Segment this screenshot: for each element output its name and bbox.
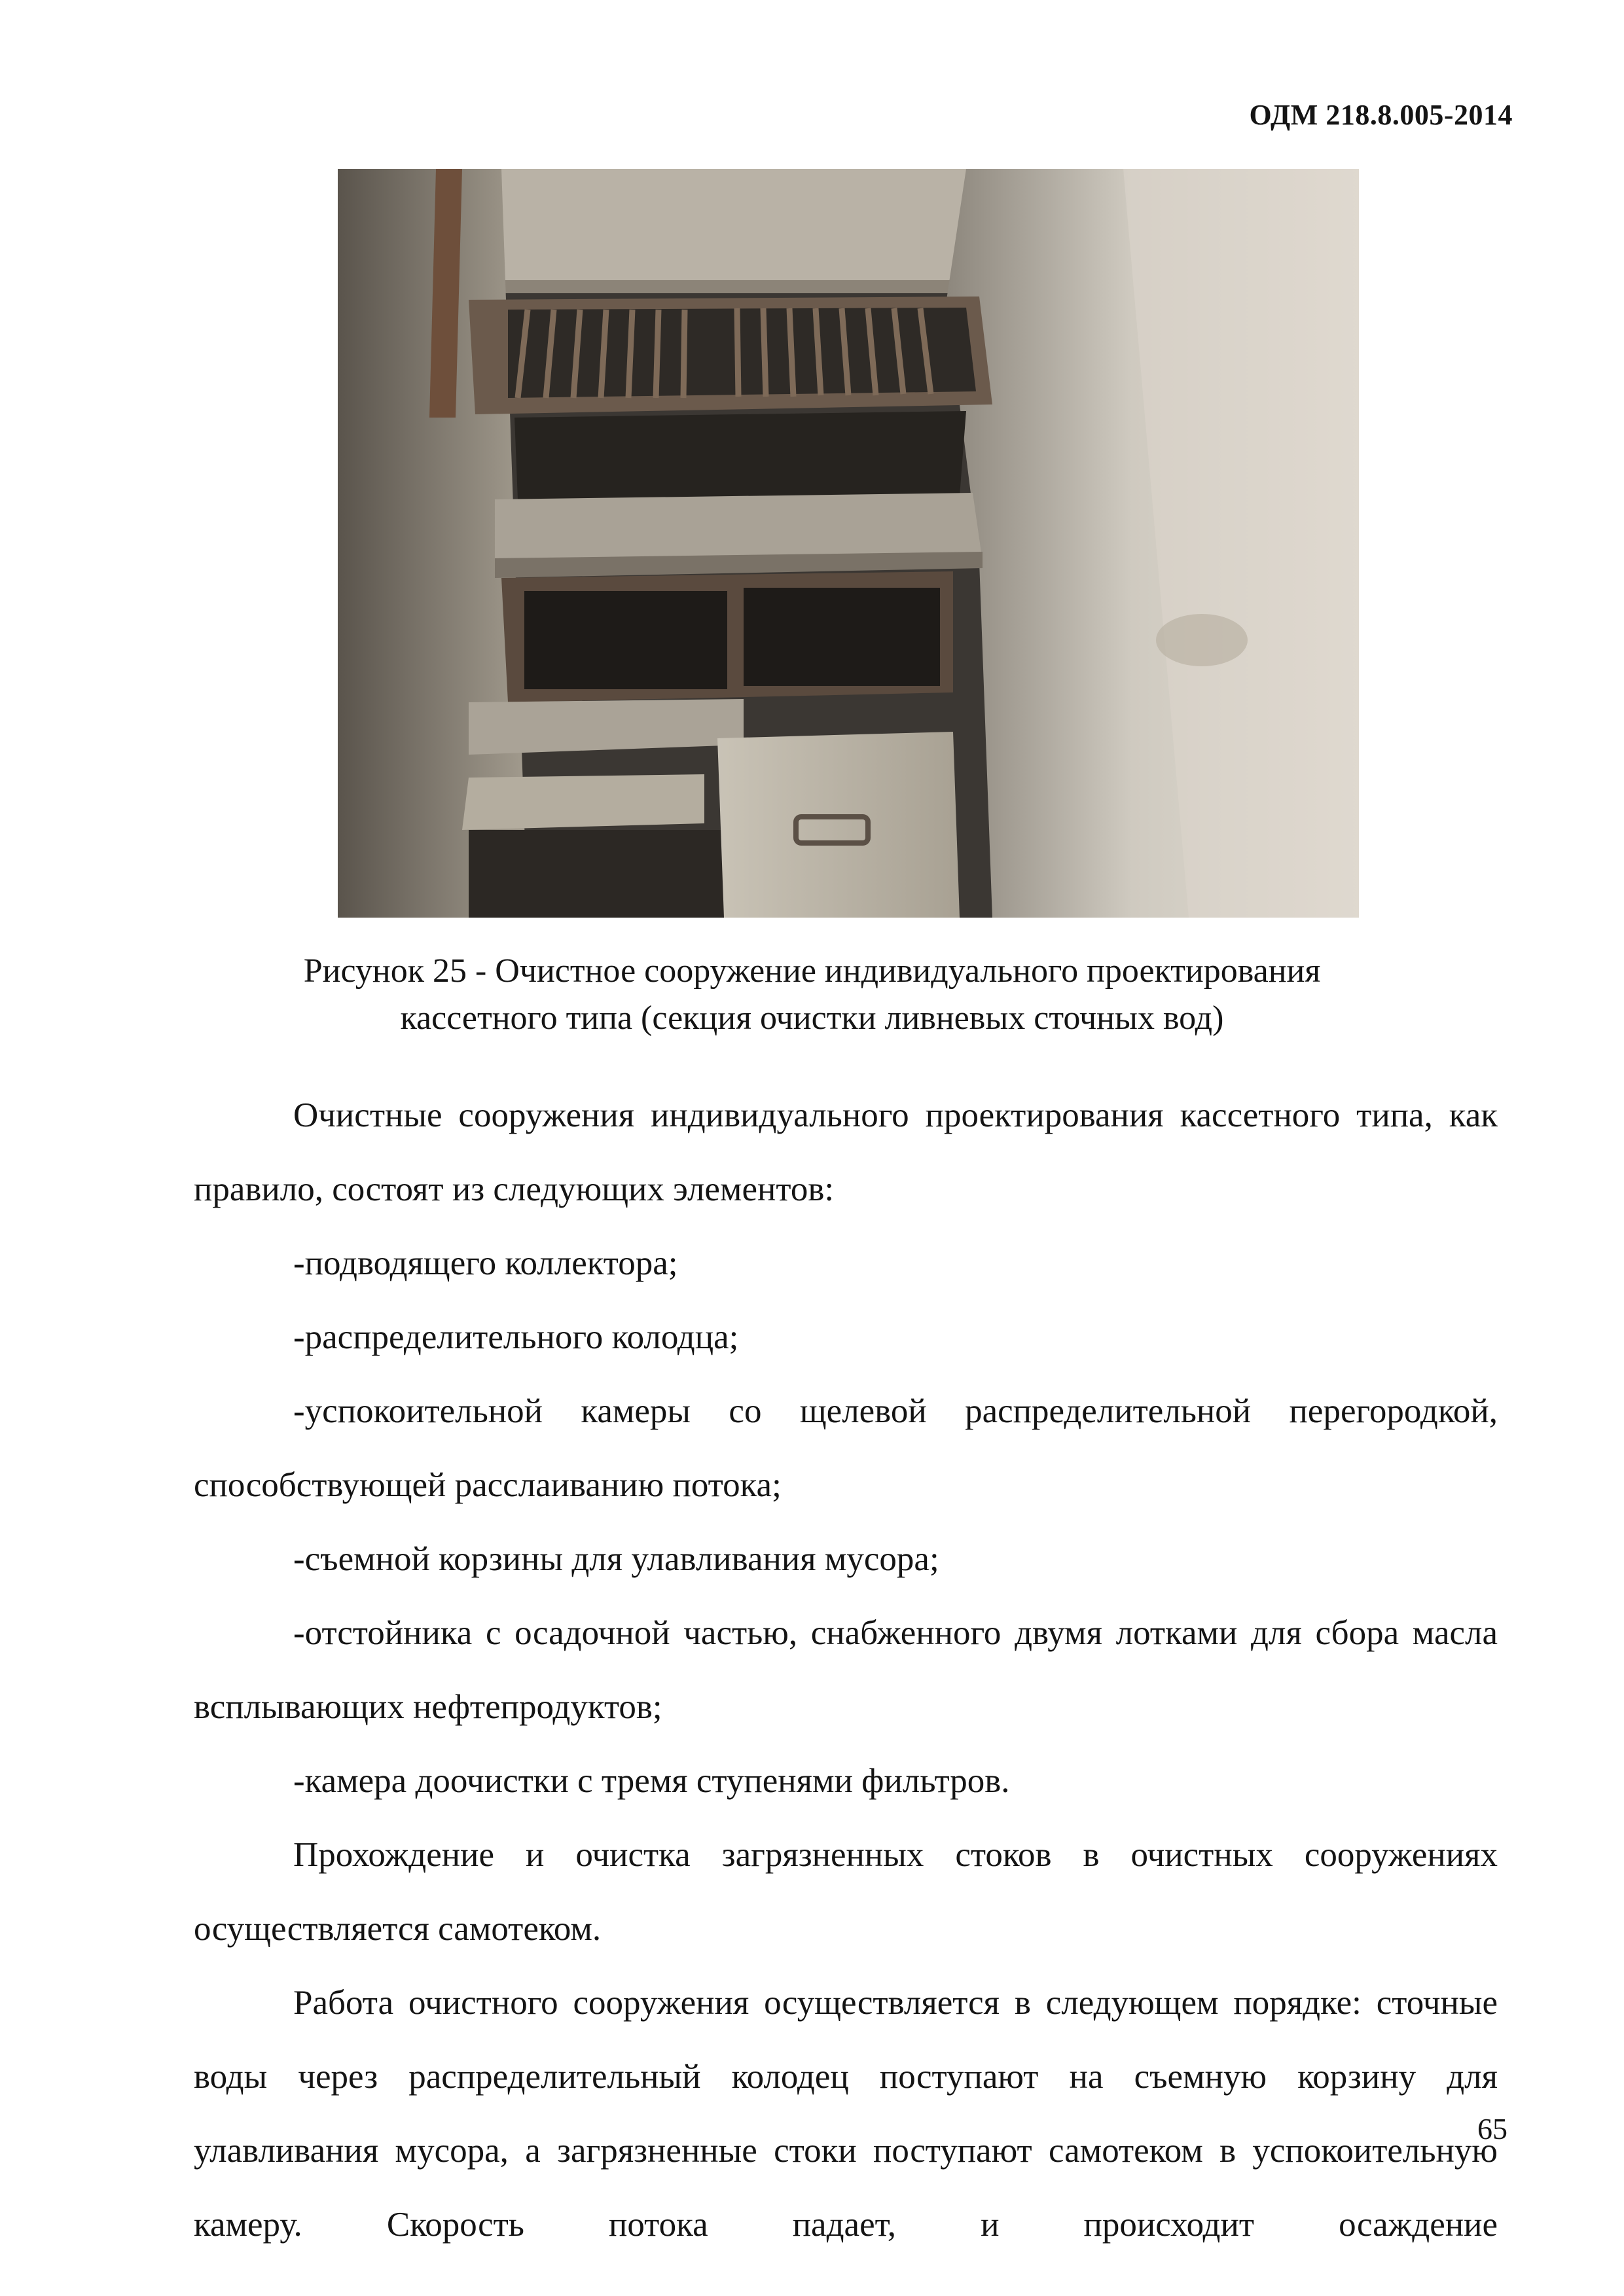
list-item: -съемной корзины для улавливания мусора;: [293, 1540, 939, 1578]
paragraph: Очистные сооружения индивидуального проектирования кассетного типа, как правило, состоят из следующих элементов:: [194, 1096, 1498, 1208]
treatment-facility-photo: [338, 169, 1359, 918]
list-item: -подводящего коллектора;: [293, 1244, 678, 1282]
figure-caption: [196, 948, 1428, 1042]
document-code: ОДМ 218.8.005-2014: [1249, 99, 1513, 131]
list-item: -отстойника с осадочной частью, снабженного двумя лотками для сбора масла всплывающих нефтепродуктов;: [194, 1614, 1498, 1726]
body-text: [194, 1079, 1498, 2262]
page-number: 65: [1477, 2112, 1507, 2145]
list-item: -камера доочистки с тремя ступенями фильтров.: [293, 1762, 1010, 1800]
paragraph: Работа очистного сооружения осуществляется в следующем порядке: сточные воды через распределительный колодец поступают на съемную корзину для улавливания мусора, а загрязненные стоки поступают самотеком в успокоительную камеру. Скорость потока падает, и происходит осаждение: [194, 1984, 1498, 2244]
caption-line: Рисунок 25 - Очистное сооружение индивидуального проектирования: [303, 952, 1321, 990]
figure-photo: [338, 169, 1359, 918]
list-item: -успокоительной камеры со щелевой распределительной перегородкой, способствующей расслаиванию потока;: [194, 1392, 1498, 1504]
caption-line: кассетного типа (секция очистки ливневых сточных вод): [400, 999, 1224, 1037]
paragraph: Прохождение и очистка загрязненных стоков в очистных сооружениях осуществляется самотеком.: [194, 1836, 1498, 1948]
list-item: -распределительного колодца;: [293, 1318, 739, 1356]
